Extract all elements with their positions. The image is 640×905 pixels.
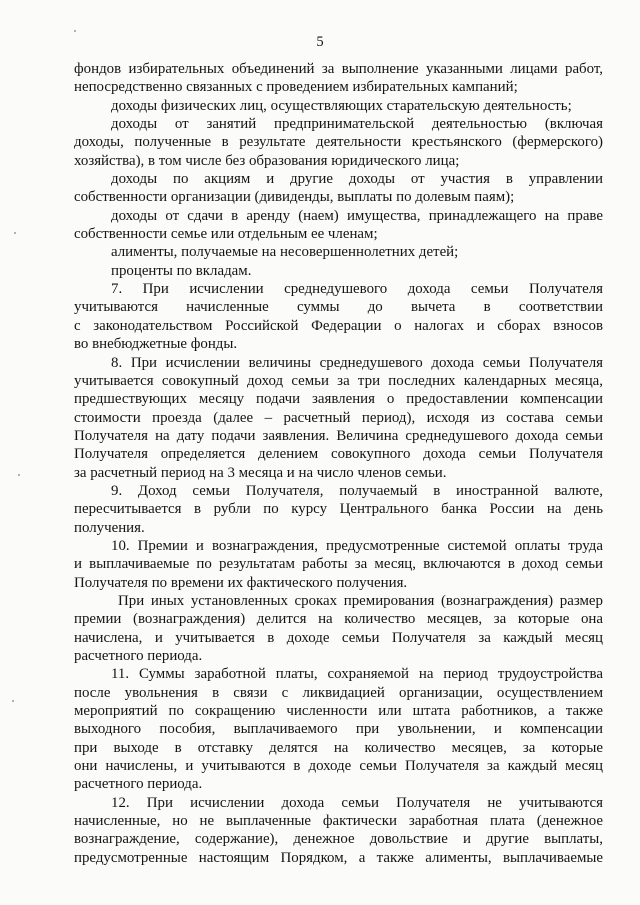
- text-line: пересчитывается в рубли по курсу Центрального банка России на день: [74, 501, 603, 518]
- text-line: доходы от занятий предпринимательской деятельностью (включая: [111, 116, 603, 133]
- text-line: хозяйства), в том числе без образования юридического лица;: [74, 152, 460, 169]
- text-line: 12. При исчислении дохода семьи Получателя не учитываются: [111, 794, 603, 811]
- text-line: учитывается совокупный доход семьи за три последних календарных месяца,: [74, 372, 603, 389]
- text-line: Получателя по времени их фактического получения.: [74, 574, 408, 591]
- page-number: 5: [316, 34, 324, 50]
- text-line: При иных установленных сроках премирования (вознаграждения) размер: [118, 592, 603, 609]
- text-line: вознаграждение, содержание), денежное довольствие и другие выплаты,: [74, 831, 603, 848]
- text-line: предшествующих месяцу подачи заявления о предоставлении компенсации: [74, 391, 603, 408]
- document-body: [74, 60, 603, 867]
- text-line: получения.: [74, 519, 145, 536]
- text-line: Получателя определяется делением совокупного дохода семьи Получателя: [74, 446, 603, 463]
- text-line: после увольнения в связи с ликвидацией организации, осуществлением: [74, 684, 603, 701]
- text-line: при выходе в отставку делятся на количество месяцев, за которые: [74, 739, 603, 756]
- text-line: собственности семье или отдельным ее членам;: [74, 226, 378, 243]
- text-line: фондов избирательных объединений за выполнение указанными лицами работ,: [74, 61, 603, 77]
- text-line: предусмотренные настоящим Порядком, а также алименты, выплачиваемые: [74, 849, 603, 866]
- text-line: 11. Суммы заработной платы, сохраняемой на период трудоустройства: [111, 666, 603, 683]
- text-line: Получателя на дату подачи заявления. Величина среднедушевого дохода семьи: [74, 427, 603, 444]
- scan-speck: [18, 474, 20, 476]
- text-line: 10. Премии и вознаграждения, предусмотренные системой оплаты труда: [111, 537, 603, 554]
- text-line: 7. При исчислении среднедушевого дохода семьи Получателя: [111, 281, 603, 298]
- text-line: 8. При исчислении величины среднедушевого дохода семьи Получателя: [111, 354, 603, 371]
- scan-speck: [12, 700, 14, 702]
- text-line: начисленные, но не выплаченные фактически заработная плата (денежное: [74, 813, 603, 830]
- text-line: собственности организации (дивиденды, выплаты по долевым паям);: [74, 189, 515, 206]
- text-line: 9. Доход семьи Получателя, получаемый в иностранной валюте,: [111, 482, 603, 499]
- text-line: стоимости проезда (далее – расчетный период), исходя из состава семьи: [74, 409, 603, 426]
- text-line: доходы физических лиц, осуществляющих старательскую деятельность;: [111, 97, 572, 114]
- text-line: премии (вознаграждения) делится на количество месяцев, за которые она: [74, 611, 603, 628]
- text-line: непосредственно связанных с проведением избирательных кампаний;: [74, 79, 518, 96]
- text-line: мероприятий по сокращению численности или штата работников, а также: [74, 703, 603, 720]
- scan-speck: [74, 30, 76, 32]
- text-line: выходного пособия, выплачиваемого при увольнении, и компенсации: [74, 721, 603, 738]
- text-line: расчетного периода.: [74, 776, 203, 793]
- text-line: доходы по акциям и другие доходы от участия в управлении: [111, 171, 603, 188]
- text-line: с законодательством Российской Федерации о налогах и сборах взносов: [74, 317, 603, 334]
- scan-speck: [14, 232, 16, 234]
- text-line: они начислены, и учитываются в доходе семьи Получателя за каждый месяц: [74, 758, 603, 775]
- text-line: доходы от сдачи в аренду (наем) имущества, принадлежащего на праве: [111, 207, 603, 224]
- text-line: алименты, получаемые на несовершеннолетних детей;: [111, 244, 459, 261]
- text-line: во внебюджетные фонды.: [74, 336, 238, 353]
- text-line: учитываются начисленные суммы до вычета в соответствии: [74, 299, 603, 316]
- text-line: за расчетный период на 3 месяца и на число членов семьи.: [74, 464, 447, 481]
- text-line: и выплачиваемые по результатам работы за месяц, включаются в доход семьи: [74, 556, 603, 573]
- text-line: доходы, полученные в результате деятельности крестьянского (фермерского): [74, 134, 603, 151]
- text-line: начислена, и учитывается в доходе семьи Получателя за каждый месяц: [74, 629, 603, 646]
- text-line: проценты по вкладам.: [111, 262, 252, 279]
- text-line: расчетного периода.: [74, 648, 203, 664]
